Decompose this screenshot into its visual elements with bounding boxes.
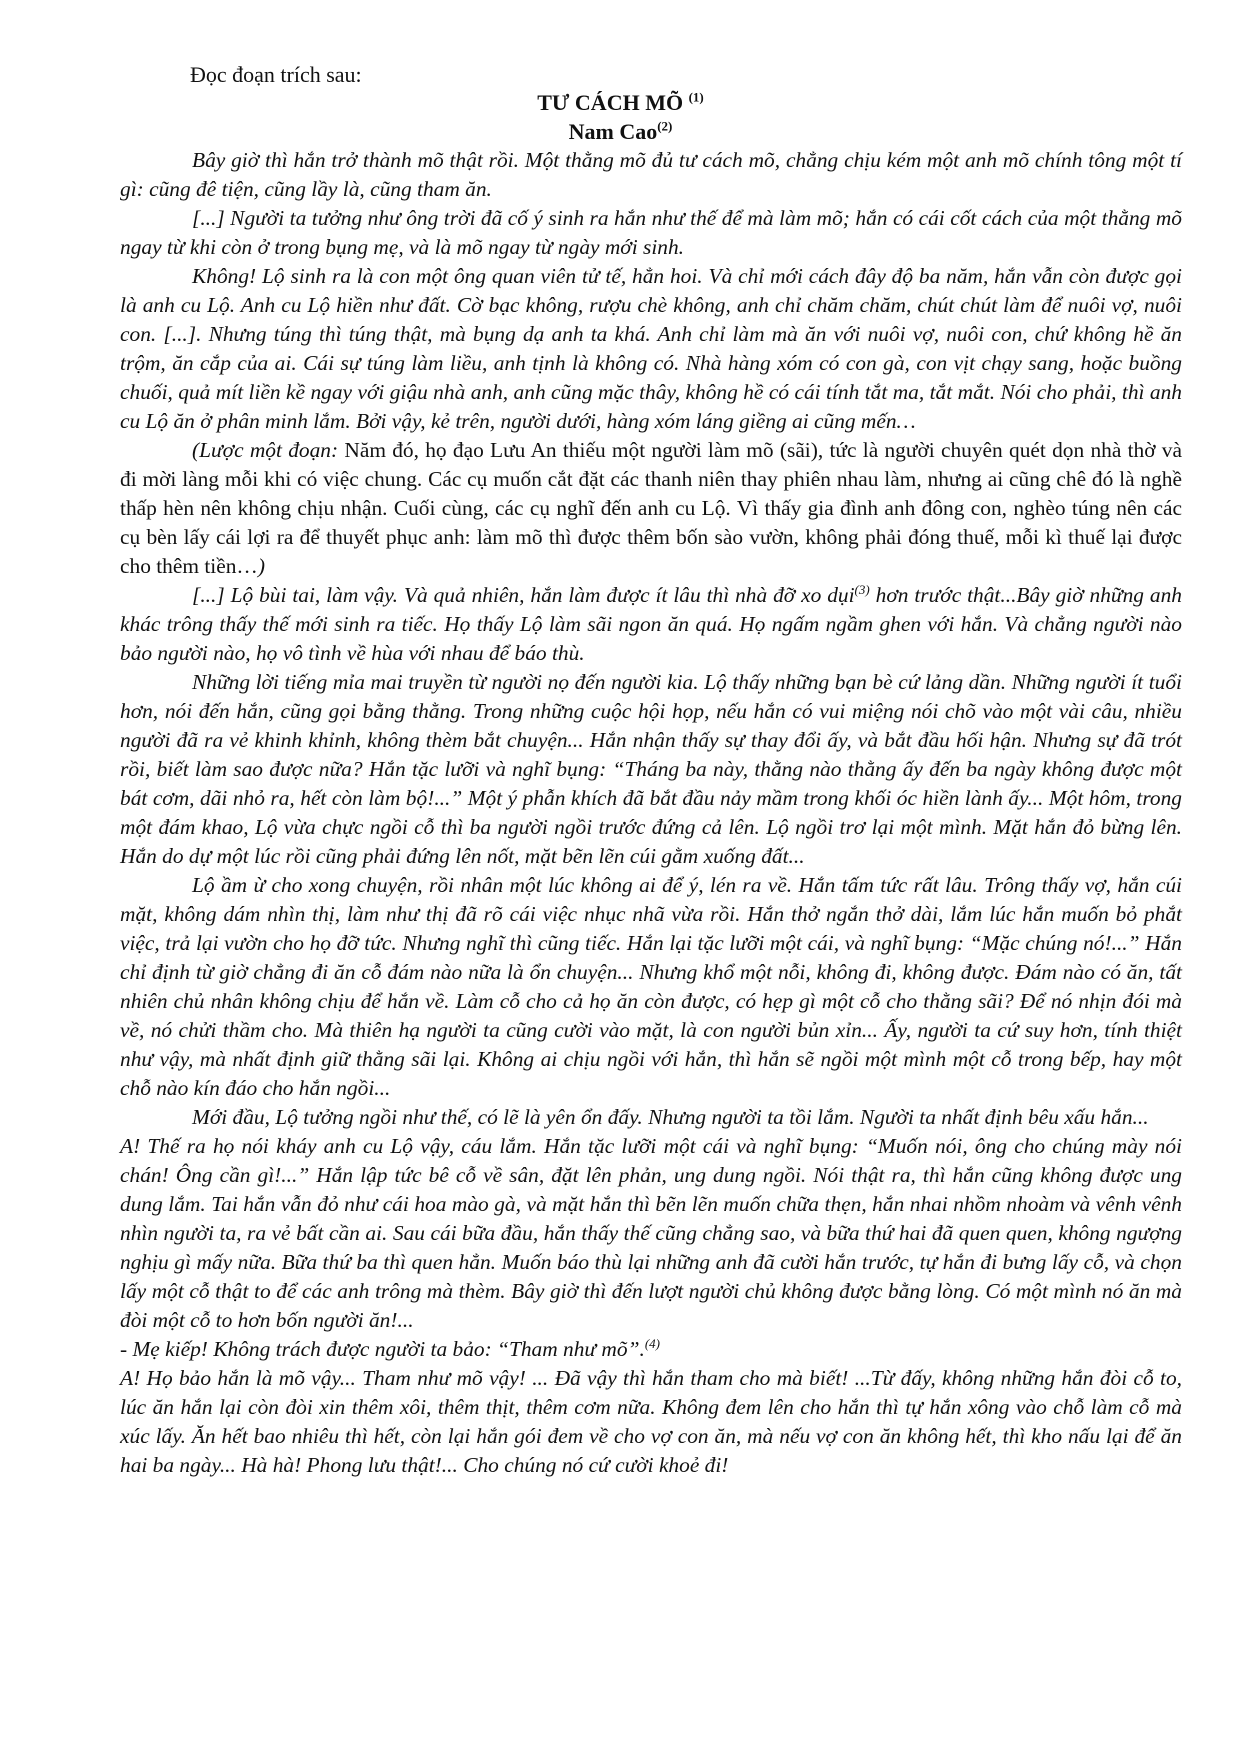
author-footnote-marker: (2) [657,118,673,134]
summary-end: ) [257,554,265,578]
story-title [0,88,1241,118]
author-name: Nam Cao [568,119,658,144]
paragraph-10-text: - Mẹ kiếp! Không trách được người ta bảo: “Tham như mõ”. [120,1337,645,1361]
story-title-text: TƯ CÁCH MÕ [537,90,684,115]
summary-body: Năm đó, họ đạo Lưu An thiếu một người làm mõ (sãi), tức là người chuyên quét dọn nhà thờ và đi mời làng mỗi khi có việc chung. Các cụ muốn cắt đặt các thanh niên thay phiên nhau làm, nhưng ai cũng chê đó là nghề thấp hèn nên không chịu nhận. Cuối cùng, các cụ nghĩ đến anh cu Lộ. Vì thấy gia đình anh đông con, nghèo túng nên các cụ bèn lấy cái lợi ra để thuyết phục anh: làm mõ thì được thêm bốn sào vườn, không phải đóng thuế, mỗi kì thuế lại được cho thêm tiền… [120,438,1182,578]
paragraph-5 [120,581,1182,668]
footnote-marker-3: (3) [854,581,870,597]
paragraph-5-b: hơn trước thật...Bây giờ những anh khác trông thấy thế mới sinh ra tiếc. Họ thấy Lộ làm sãi ngon ăn quá. Họ ngấm ngầm ghen với hắn. Và chẳng người nào bảo người nào, họ vô tình về hùa với nhau để báo thù. [120,583,1182,665]
paragraph-5-a: [...] Lộ bùi tai, làm vậy. Và quả nhiên, hắn làm được ít lâu thì nhà đỡ xo dụi [192,583,855,607]
paragraph-6: Những lời tiếng mỉa mai truyền từ người nọ đến người kia. Lộ thấy những bạn bè cứ lảng dần. Những người ít tuổi hơn, nói đến hắn, cũng gọi bằng thằng. Trong những cuộc hội họp, nếu hắn có vui miệng nói chõ vào một vài câu, nhiều người đã ra vẻ khinh khỉnh, không thèm bắt chuyện... Hắn nhận thấy sự thay đổi ấy, và bắt đầu hối hận. Nhưng sự đã trót rồi, biết làm sao được nữa? Hắn tặc lưỡi và nghĩ bụng: “Tháng ba này, thằng nào thằng ấy đến ba ngày không được một bát cơm, dãi nhỏ ra, hết còn làm bộ!...” Một ý phẫn khích đã bắt đầu nảy mầm trong khối óc hiền lành ấy... Một hôm, trong một đám khao, Lộ vừa chực ngồi cỗ thì ba người ngồi trước đứng cả lên. Lộ ngồi trơ lại một mình. Mặt hắn đỏ bừng lên. Hắn do dự một lúc rồi cũng phải đứng lên nốt, mặt bẽn lẽn cúi gằm xuống đất... [120,670,1182,868]
excerpt-body [120,146,1182,1480]
story-author [0,117,1241,147]
paragraph-9: A! Thế ra họ nói kháy anh cu Lộ vậy, cáu lắm. Hắn tặc lưỡi một cái và nghĩ bụng: “Muốn nói, ông cho chúng mày nói chán! Ông cần gì!...” Hắn lập tức bê cỗ về sân, đặt lên phản, ung dung ngồi. Nói thật ra, thì hắn cũng không được ung dung lắm. Tai hắn vẫn đỏ như cái hoa mào gà, và mặt hắn thì bẽn lẽn muốn chữa thẹn, hắn nhai nhồm nhoàm và vênh vênh nhìn người ta, ra vẻ bất cần ai. Sau cái bữa đầu, hắn thấy thế cũng chẳng sao, và bữa thứ hai đã quen quen, không ngượng nghịu gì mấy nữa. Bữa thứ ba thì quen hẳn. Muốn báo thù lại những anh đã cười hắn trước, tự hắn đi bưng lấy cỗ, và chọn lấy một cỗ thật to để các anh trông mà thèm. Bây giờ thì đến lượt người chủ không được bằng lòng. Có một mình nó ăn mà đòi một cỗ to hơn bốn người ăn!... [120,1134,1182,1332]
paragraph-1: Bây giờ thì hắn trở thành mõ thật rồi. Một thằng mõ đủ tư cách mõ, chẳng chịu kém một anh mõ chính tông một tí gì: cũng đê tiện, cũng lầy là, cũng tham ăn. [120,148,1182,201]
paragraph-summary [120,436,1182,581]
paragraph-10 [120,1335,1182,1364]
paragraph-11: A! Họ bảo hắn là mõ vậy... Tham như mõ vậy! ... Đã vậy thì hắn tham cho mà biết! ...Từ đấy, không những hắn đòi cỗ to, lúc ăn hắn lại còn đòi xin thêm xôi, thêm thịt, thêm cơm nữa. Không đem lên cho hắn thì tự hắn xông vào chỗ làm cỗ mà xúc lấy. Ăn hết bao nhiêu thì hết, còn lại hắn gói đem về cho vợ con ăn, mà nếu vợ con ăn không hết, thì kho nấu lại để ăn hai ba ngày... Hà hà! Phong lưu thật!... Cho chúng nó cứ cười khoẻ đi! [120,1366,1182,1477]
intro-instruction: Đọc đoạn trích sau: [190,62,362,87]
summary-lead: (Lược một đoạn: [192,438,339,462]
paragraph-8: Mới đầu, Lộ tưởng ngồi như thế, có lẽ là yên ổn đấy. Nhưng người ta tồi lắm. Người ta nhất định bêu xấu hắn... [192,1105,1149,1129]
footnote-marker-4: (4) [644,1335,660,1351]
paragraph-2: [...] Người ta tưởng như ông trời đã cố ý sinh ra hắn như thế để mà làm mõ; hắn có cái cốt cách của một thằng mõ ngay từ khi còn ở trong bụng mẹ, và là mõ ngay từ ngày mới sinh. [120,206,1182,259]
title-footnote-marker: (1) [688,89,704,105]
paragraph-3: Không! Lộ sinh ra là con một ông quan viên tử tế, hẳn hoi. Và chỉ mới cách đây độ ba năm, hắn vẫn còn được gọi là anh cu Lộ. Anh cu Lộ hiền như đất. Cờ bạc không, rượu chè không, anh chỉ chăm chăm, chút chút làm để nuôi vợ, nuôi con. [...]. Nhưng túng thì túng thật, mà bụng dạ anh ta khá. Anh chỉ làm mà ăn với nuôi vợ, nuôi con, chứ không hề ăn trộm, ăn cắp của ai. Cái sự túng làm liều, anh tịnh là không có. Nhà hàng xóm có con gà, con vịt chạy sang, hoặc buồng chuối, quả mít liền kề ngay với giậu nhà anh, anh cũng mặc thây, không hề có cái tính tắt ma, tắt mắt. Nói cho phải, thì anh cu Lộ ăn ở phân minh lắm. Bởi vậy, kẻ trên, người dưới, hàng xóm láng giềng ai cũng mến… [120,264,1182,433]
paragraph-7: Lộ ầm ừ cho xong chuyện, rồi nhân một lúc không ai để ý, lén ra về. Hắn tấm tức rất lâu. Trông thấy vợ, hắn cúi mặt, không dám nhìn thị, làm như thị đã rõ cái việc nhục nhã vừa rồi. Hắn thở ngắn thở dài, lắm lúc hắn muốn bỏ phắt việc, trả lại vườn cho họ đỡ tức. Nhưng nghĩ thì cũng tiếc. Hắn lại tặc lưỡi một cái, và nghĩ bụng: “Mặc chúng nó!...” Hắn chỉ định từ giờ chẳng đi ăn cỗ đám nào nữa là ổn chuyện... Nhưng khổ một nỗi, không đi, không được. Đám nào có ăn, tất nhiên chủ nhân không chịu để hắn về. Làm cỗ cho cả họ ăn còn được, có hẹp gì một cỗ cho thằng sãi? Để nó nhịn đói mà về, nó chửi thầm cho. Mà thiên hạ người ta cũng cười vào mặt, là con người bủn xỉn... Ấy, người ta cứ suy hơn, tính thiệt như vậy, mà nhất định giữ thằng sãi lại. Không ai chịu ngồi với hắn, thì hắn sẽ ngồi một mình một cỗ trong bếp, hay một chỗ nào kín đáo cho hắn ngồi... [120,873,1182,1100]
